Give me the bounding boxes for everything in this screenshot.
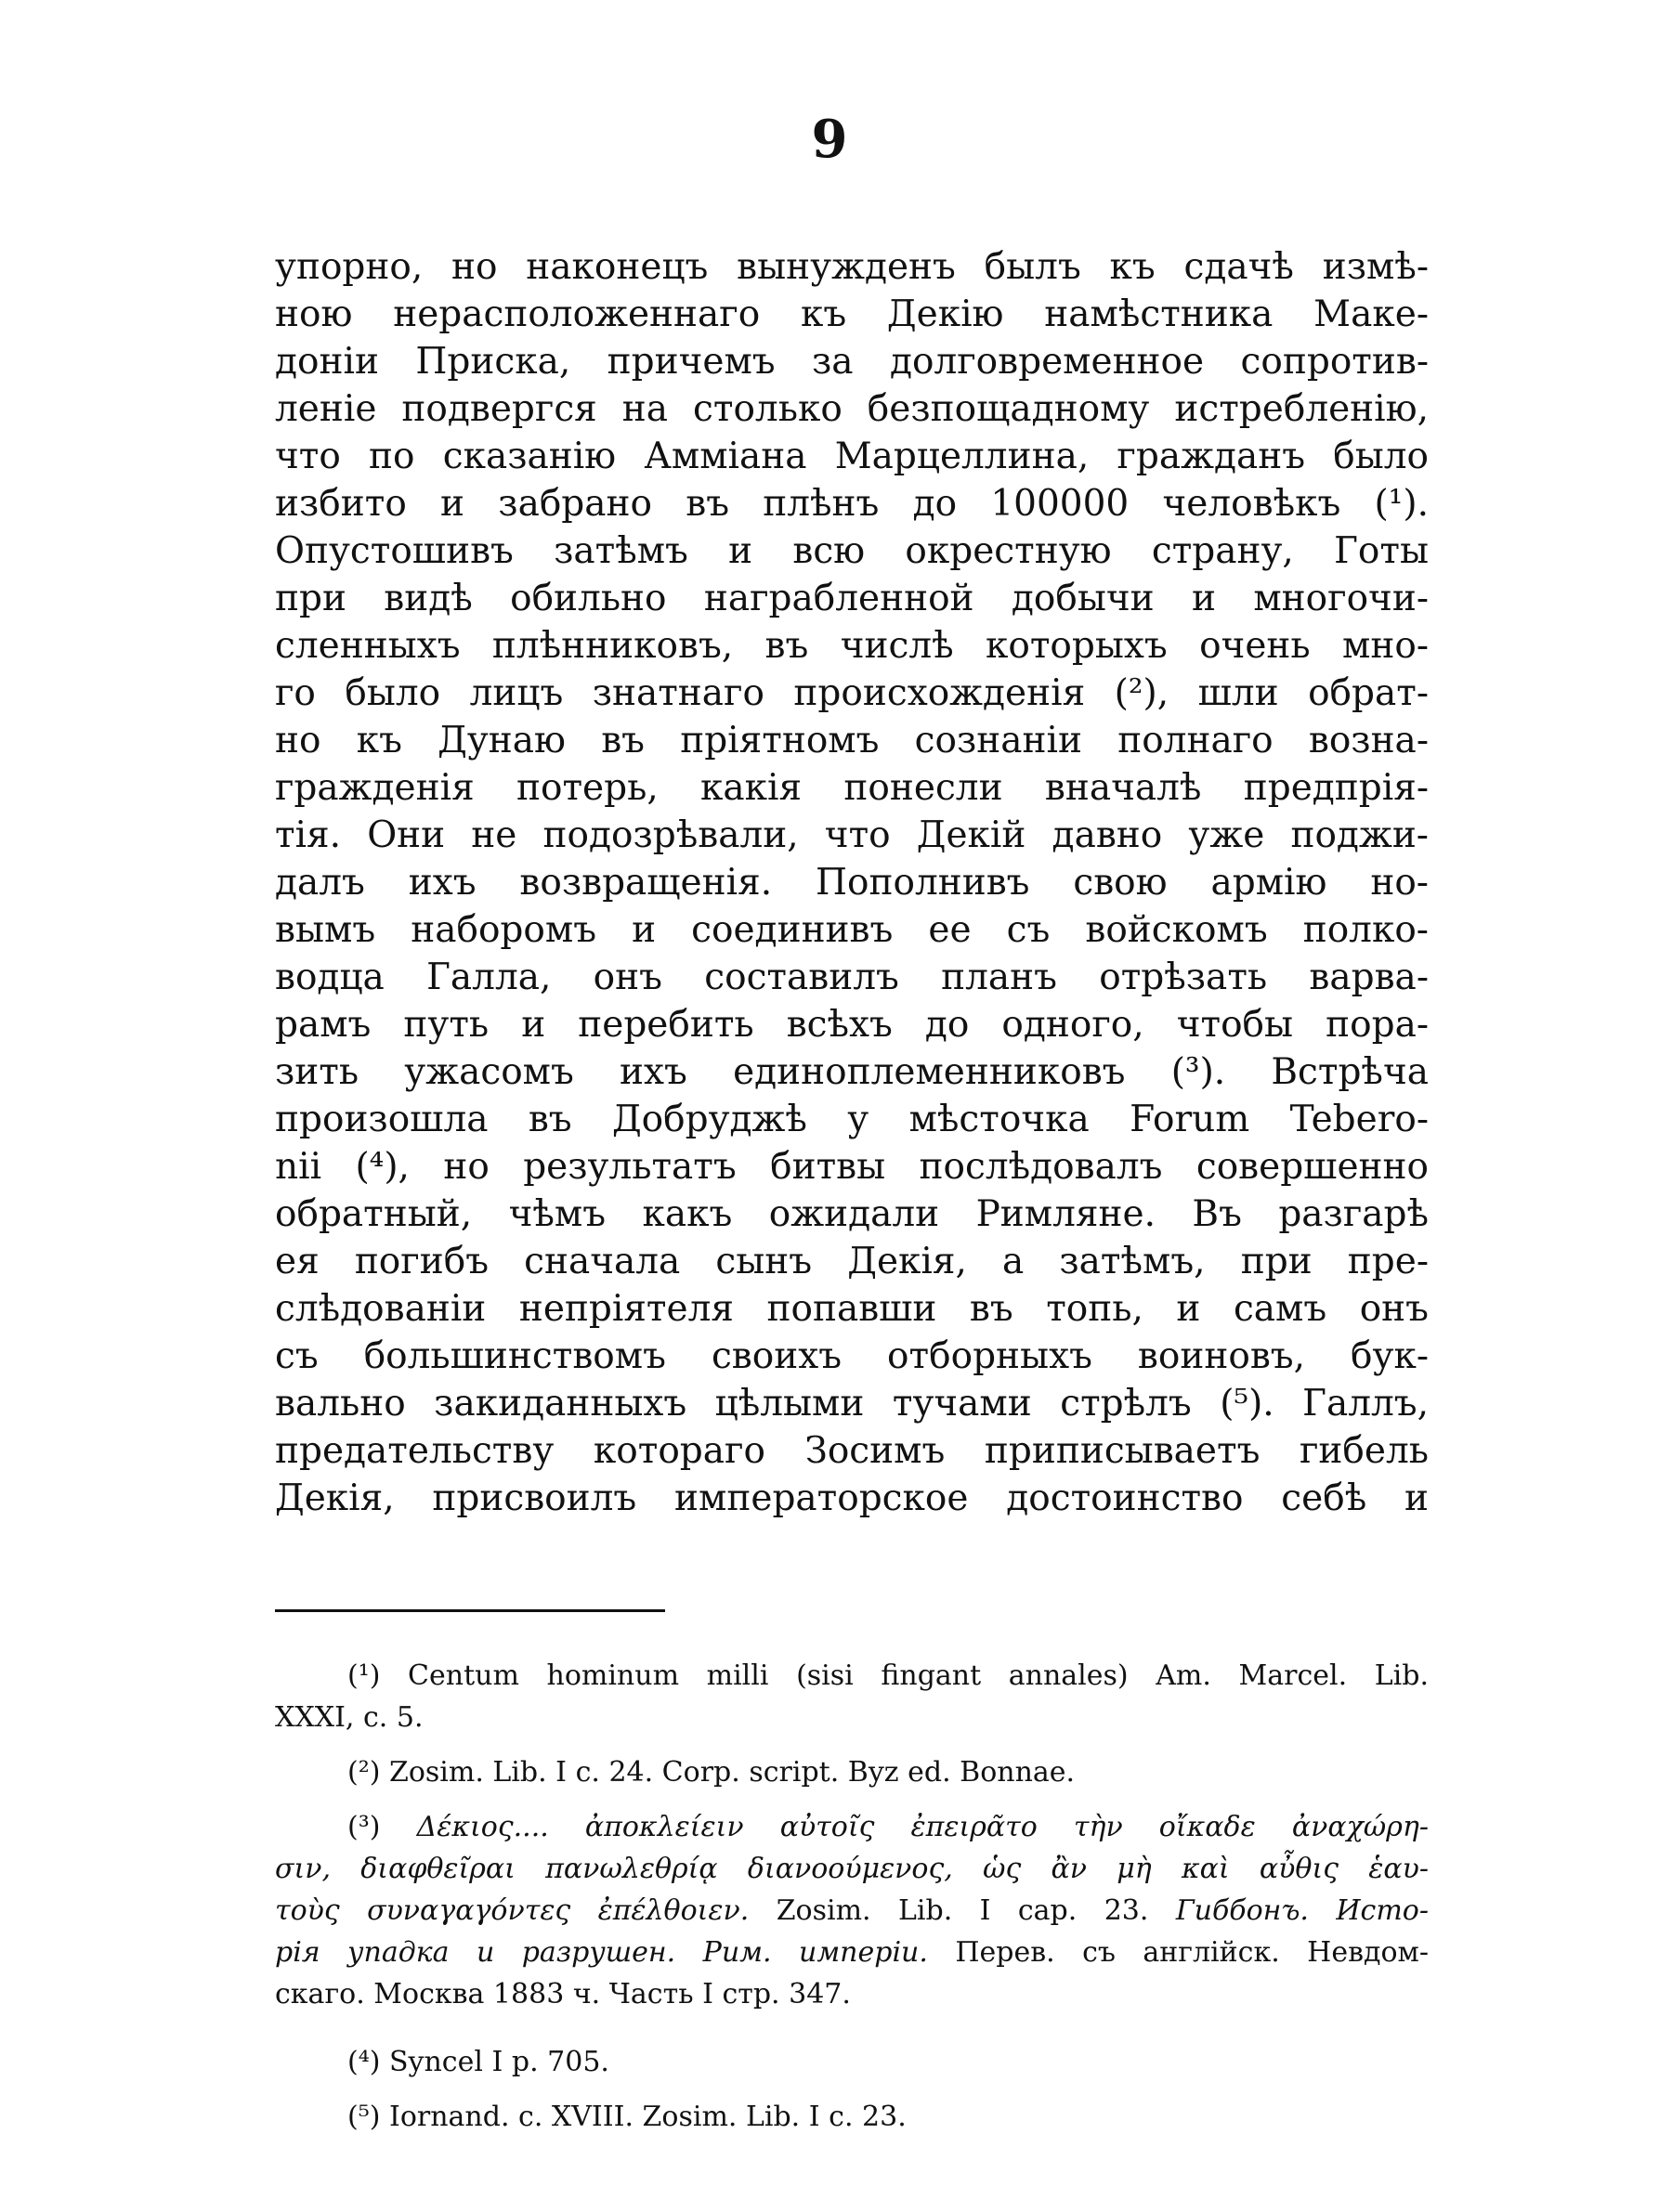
footnotes [275, 1655, 1429, 2138]
body-line: водца Галла, онъ составилъ планъ отрѣзать варва- [275, 956, 1429, 998]
body-line: но къ Дунаю въ пріятномъ сознаніи полнаго возна- [275, 720, 1429, 761]
body-line: произошла въ Добруджѣ у мѣсточка Forum Tebero- [275, 1099, 1429, 1140]
body-line: nii (⁴), но результатъ битвы послѣдовалъ совершенно [275, 1146, 1429, 1188]
body-line: вымъ наборомъ и соединивъ ее съ войскомъ полко- [275, 909, 1429, 951]
body-line: избито и забрано въ плѣнъ до 100000 человѣкъ (¹). [275, 483, 1429, 525]
footnote-3-marker: (³) [347, 1811, 381, 1843]
footnote-1-cont: XXXI, c. 5. [275, 1701, 424, 1734]
body-text [275, 243, 1429, 1522]
body-line: при видѣ обильно награбленной добычи и многочи- [275, 578, 1429, 619]
body-line: ея погибъ сначала сынъ Декія, а затѣмъ, при пре- [275, 1241, 1429, 1282]
body-line: съ большинствомъ своихъ отборныхъ воиновъ, бук- [275, 1335, 1429, 1377]
footnote-3-ref: Zosim. Lib. I cap. 23. [776, 1894, 1149, 1927]
body-line: обратный, чѣмъ какъ ожидали Римляне. Въ разгарѣ [275, 1193, 1429, 1235]
footnote-3-cont: скаго. Москва 1883 ч. Часть I стр. 347. [275, 1978, 851, 2010]
body-line: предательству котораго Зосимъ приписываетъ гибель [275, 1430, 1429, 1472]
footnote-3-greek-cont: σιν, διαφθεῖραι πανωλεθρίᾳ διανοούμενος, ὡς ἂν μὴ καὶ αὖθις ἑαυ- [275, 1853, 1429, 1885]
body-line: зить ужасомъ ихъ единоплеменниковъ (³). Встрѣча [275, 1051, 1429, 1093]
body-line: Опустошивъ затѣмъ и всю окрестную страну, Готы [275, 530, 1429, 572]
footnote-5: (⁵) Iornand. c. XVIII. Zosim. Lib. I c. 23. [347, 2101, 907, 2133]
page-number: 9 [811, 109, 848, 170]
footnote-2: (²) Zosim. Lib. I c. 24. Corp. script. Byz ed. Bonnae. [347, 1756, 1076, 1789]
body-line: доніи Приска, причемъ за долговременное сопротив- [275, 341, 1429, 383]
body-line: ною нерасположеннаго къ Декію намѣстника Маке- [275, 293, 1429, 335]
body-line: слѣдованіи непріятеля попавши въ топь, и самъ онъ [275, 1288, 1429, 1330]
body-line: рамъ путь и перебить всѣхъ до одного, чтобы пора- [275, 1004, 1429, 1046]
footnote-3 [275, 1806, 1429, 1848]
footnote-4: (⁴) Syncel I p. 705. [347, 2046, 609, 2078]
body-line: тія. Они не подозрѣвали, что Декій давно уже поджи- [275, 814, 1429, 856]
footnote-3-cont: рія упадка и разрушен. Рим. имперіи. Перев. съ англійск. Невдом- [275, 1936, 1429, 1969]
body-line: леніе подвергся на столько безпощадному истребленію, [275, 388, 1429, 430]
body-line: сленныхъ плѣнниковъ, въ числѣ которыхъ очень мно- [275, 625, 1429, 667]
footnote-divider [275, 1609, 665, 1612]
body-line: упорно, но наконецъ вынужденъ былъ къ сдачѣ измѣ- [275, 246, 1429, 288]
body-line: го было лицъ знатнаго происхожденія (²), шли обрат- [275, 672, 1429, 714]
footnote-3-cont: τοὺς συναγαγόντες ἐπέλθοιεν. Zosim. Lib. I cap. 23. Гиббонъ. Исто- [275, 1894, 1429, 1927]
body-line: далъ ихъ возвращенія. Пополнивъ свою армію но- [275, 862, 1429, 904]
footnote-3-title: Гиббонъ. Исто- [1175, 1894, 1429, 1927]
body-line: гражденія потерь, какія понесли вначалѣ предпрія- [275, 767, 1429, 809]
body-line: Декія, присвоилъ императорское достоинство себѣ и [275, 1477, 1429, 1519]
body-line: что по сказанію Амміана Марцеллина, гражданъ было [275, 436, 1429, 477]
footnote-1: (¹) Centum hominum milli (sisi fingant annales) Am. Marcel. Lib. [347, 1659, 1429, 1692]
footnote-3-greek: Δέκιος.... ἀποκλείειν αὐτοῖς ἐπειρᾶτο τὴν οἴκαδε ἀναχώρη- [416, 1811, 1429, 1843]
body-line: вально закиданныхъ цѣлыми тучами стрѣлъ (⁵). Галлъ, [275, 1383, 1429, 1425]
